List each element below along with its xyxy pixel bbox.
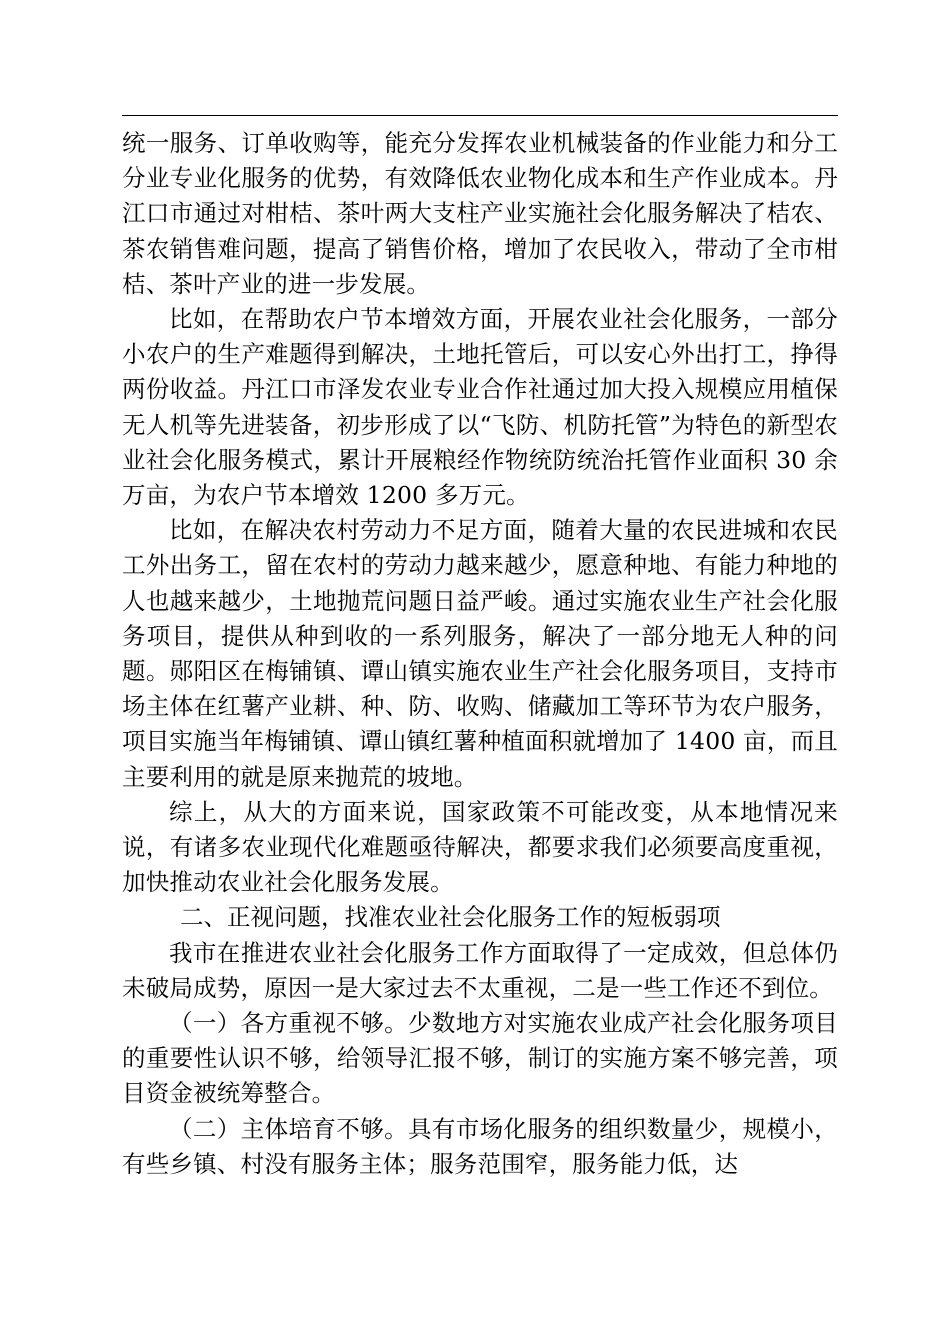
paragraph-problem-1: （一）各方重视不够。少数地方对实施农业成产社会化服务项目的重要性认识不够，给领导汇报不够，制订的实施方案不够完善，项目资金被统筹整合。 bbox=[122, 1009, 838, 1108]
document-body bbox=[122, 126, 838, 1182]
paragraph-labor-shortage-example: 比如，在解决农村劳动力不足方面，随着大量的农民进城和农民工外出务工，留在农村的劳动力越来越少，愿意种地、有能力种地的人也越来越少，土地抛荒问题日益严峻。通过实施农业生产社会化服务项目，提供从种到收的一系列服务，解决了一部分地无人种的问题。郧阳区在梅铺镇、谭山镇实施农业生产社会化服务项目，支持市场主体在红薯产业耕、种、防、收购、储藏加工等环节为农户服务，项目实施当年梅铺镇、谭山镇红薯种植面积就增加了 1400 亩，而且主要利用的就是原来抛荒的坡地。 bbox=[122, 516, 838, 791]
paragraph-cost-saving-example: 比如，在帮助农户节本增效方面，开展农业社会化服务，一部分小农户的生产难题得到解决，土地托管后，可以安心外出打工，挣得两份收益。丹江口市泽发农业专业合作社通过加大投入规模应用植保无人机等先进装备，初步形成了以“飞防、机防托管”为特色的新型农业社会化服务模式，累计开展粮经作物统防统治托管作业面积 30 余万亩，为农户节本增效 1200 多万元。 bbox=[122, 305, 838, 510]
paragraph-intro-problems: 我市在推进农业社会化服务工作方面取得了一定成效，但总体仍未破局成势，原因一是大家过去不太重视，二是一些工作还不到位。 bbox=[122, 938, 838, 1002]
paragraph-problem-2: （二）主体培育不够。具有市场化服务的组织数量少，规模小，有些乡镇、村没有服务主体；服务范围窄，服务能力低，达 bbox=[122, 1114, 838, 1178]
paragraph-continuation: 统一服务、订单收购等，能充分发挥农业机械装备的作业能力和分工分业专业化服务的优势，有效降低农业物化成本和生产作业成本。丹江口市通过对柑桔、茶叶两大支柱产业实施社会化服务解决了桔农、茶农销售难问题，提高了销售价格，增加了农民收入，带动了全市柑桔、茶叶产业的进一步发展。 bbox=[122, 129, 838, 298]
paragraph-summary: 综上，从大的方面来说，国家政策不可能改变，从本地情况来说，有诸多农业现代化难题亟待解决，都要求我们必须要高度重视，加快推动农业社会化服务发展。 bbox=[122, 797, 838, 897]
section-heading: 二、正视问题，找准农业社会化服务工作的短板弱项 bbox=[180, 903, 721, 932]
header-rule bbox=[122, 115, 838, 116]
